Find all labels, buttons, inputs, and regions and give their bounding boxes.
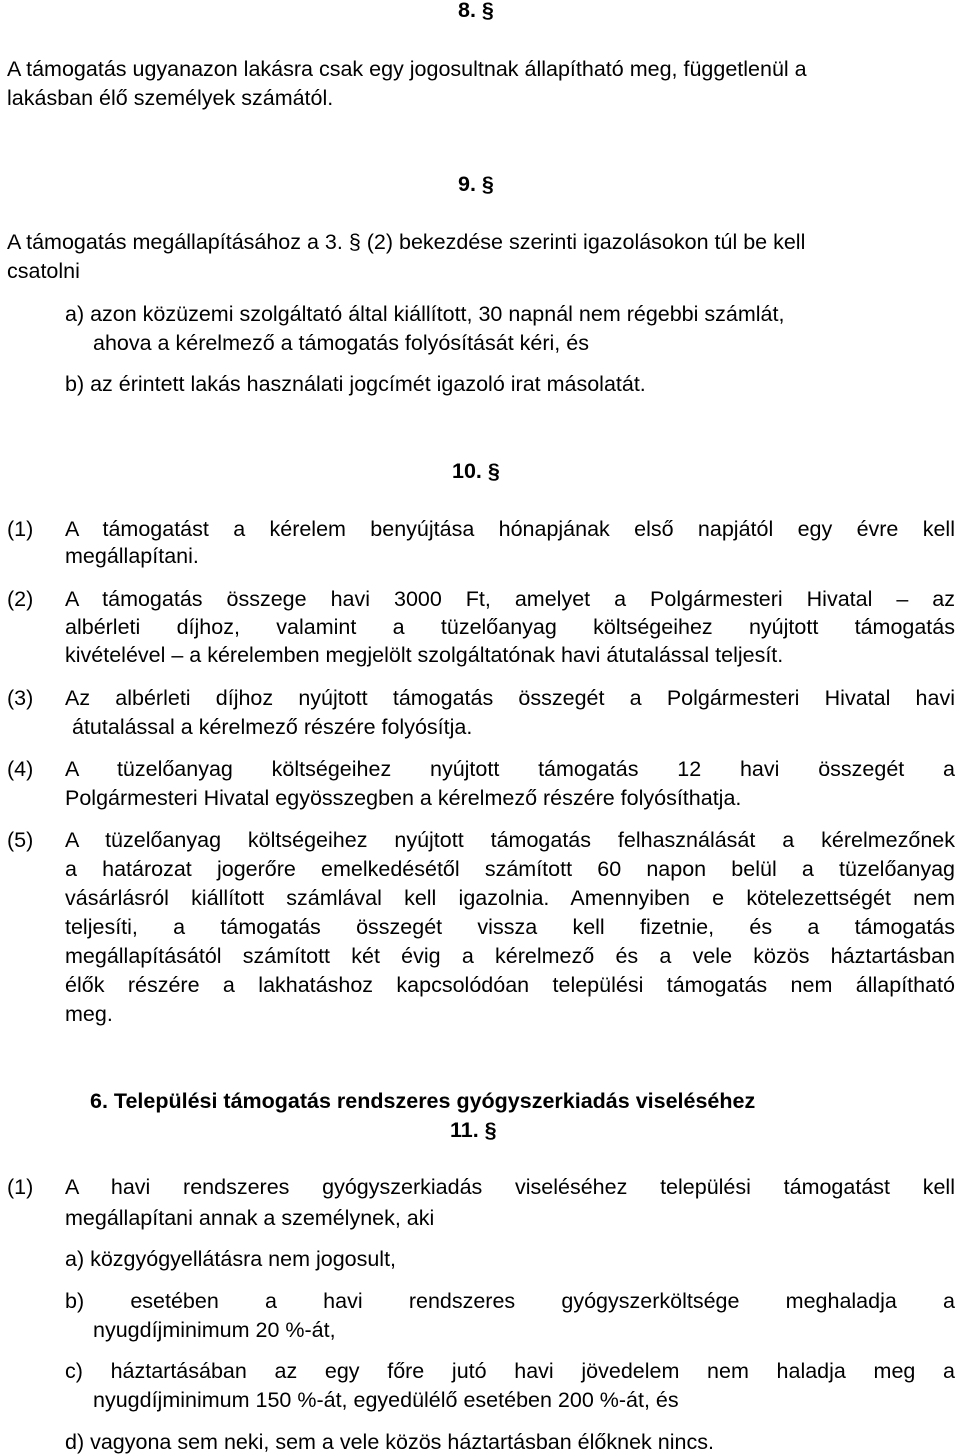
paragraph-line: A támogatást a kérelem benyújtása hónapjának első napjától egy évre kell	[65, 517, 955, 541]
paragraph-line: Polgármesteri Hivatal egyösszegben a kérelmező részére folyósíthatja.	[65, 786, 742, 810]
list-item-d: d) vagyona sem neki, sem a vele közös háztartásban élőknek nincs.	[65, 1430, 714, 1454]
paragraph-line: A tüzelőanyag költségeihez nyújtott támogatás 12 havi összegét a	[65, 757, 955, 781]
paragraph-line: átutalással a kérelmező részére folyósítja.	[72, 715, 473, 739]
paragraph-line: teljesíti, a támogatás összegét vissza kell fizetnie, és a támogatás	[65, 915, 955, 939]
paragraph-line: A támogatás összege havi 3000 Ft, amelyet a Polgármesteri Hivatal – az	[65, 587, 955, 611]
paragraph-line: Az albérleti díjhoz nyújtott támogatás összegét a Polgármesteri Hivatal havi	[65, 686, 955, 710]
list-item-a: a) közgyógyellátásra nem jogosult,	[65, 1247, 397, 1271]
section-9-text-line: csatolni	[7, 259, 80, 283]
paragraph-line: albérleti díjhoz, valamint a tüzelőanyag költségeihez nyújtott támogatás	[65, 615, 955, 639]
paragraph-line: kivételével – a kérelemben megjelölt szolgáltatónak havi átutalással teljesít.	[65, 643, 784, 667]
paragraph-line: A tüzelőanyag költségeihez nyújtott támogatás felhasználását a kérelmezőnek	[65, 828, 955, 852]
section-9-heading: 9. §	[458, 172, 494, 196]
list-item-b: b) esetében a havi rendszeres gyógyszerköltsége meghaladja a	[65, 1289, 955, 1313]
section-8-text-line: lakásban élő személyek számától.	[7, 86, 334, 110]
section-11-heading: 11. §	[450, 1118, 497, 1142]
list-item-a: a) azon közüzemi szolgáltató által kiállított, 30 napnál nem régebbi számlát,	[65, 302, 785, 326]
paragraph-line: a határozat jogerőre emelkedésétől számított 60 napon belül a tüzelőanyag	[65, 857, 955, 881]
paragraph-number: (3)	[7, 686, 34, 710]
paragraph-number: (5)	[7, 828, 34, 852]
paragraph-number: (1)	[7, 1175, 34, 1199]
list-item-b: b) az érintett lakás használati jogcímét igazoló irat másolatát.	[65, 372, 646, 396]
paragraph-line: A havi rendszeres gyógyszerkiadás viseléséhez települési támogatást kell	[65, 1175, 955, 1199]
section-9-text-line: A támogatás megállapításához a 3. § (2) bekezdése szerinti igazolásokon túl be kell	[7, 230, 806, 254]
section-10-heading: 10. §	[452, 459, 500, 483]
paragraph-line: vásárlásról kiállított számlával kell igazolnia. Amennyiben e kötelezettségét nem	[65, 886, 955, 910]
paragraph-line: megállapítani annak a személynek, aki	[65, 1206, 435, 1230]
section-8-text-line: A támogatás ugyanazon lakásra csak egy jogosultnak állapítható meg, függetlenül a	[7, 57, 807, 81]
paragraph-line: élők részére a lakhatáshoz kapcsolódóan települési támogatás nem állapítható	[65, 973, 955, 997]
list-item-a-continuation: ahova a kérelmező a támogatás folyósítását kéri, és	[93, 331, 589, 355]
list-item-c: c) háztartásában az egy főre jutó havi jövedelem nem haladja meg a	[65, 1359, 955, 1383]
paragraph-line: meg.	[65, 1002, 113, 1026]
list-item-c-continuation: nyugdíjminimum 150 %-át, egyedülélő esetében 200 %-át, és	[93, 1388, 679, 1412]
section-8-heading: 8. §	[458, 0, 494, 22]
paragraph-number: (2)	[7, 587, 34, 611]
paragraph-number: (4)	[7, 757, 34, 781]
paragraph-line: megállapítani.	[65, 544, 199, 568]
chapter-title: 6. Települési támogatás rendszeres gyógyszerkiadás viseléséhez	[90, 1089, 756, 1113]
list-item-b-continuation: nyugdíjminimum 20 %-át,	[93, 1318, 336, 1342]
paragraph-number: (1)	[7, 517, 34, 541]
paragraph-line: megállapításától számított két évig a kérelmező és a vele közös háztartásban	[65, 944, 955, 968]
